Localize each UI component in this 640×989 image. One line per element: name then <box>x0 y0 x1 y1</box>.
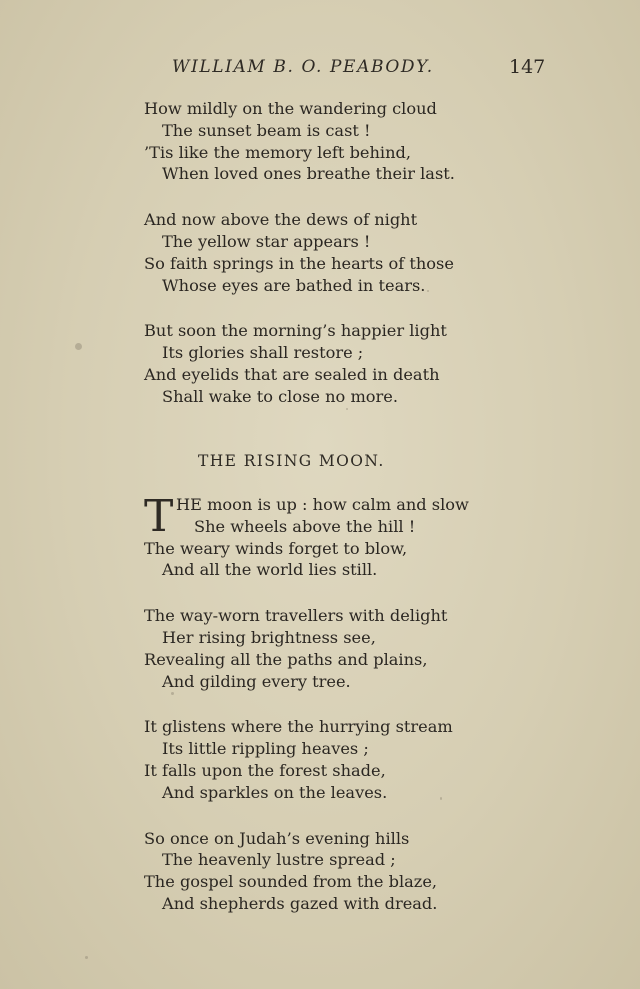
stanza <box>144 716 640 803</box>
poem-line: The weary winds forget to blow, <box>144 538 408 558</box>
poem-line: The heavenly lustre spread ; <box>162 850 396 870</box>
poem-first-line: HE moon is up : how calm and slow <box>176 495 469 514</box>
poem-line: And gilding every tree. <box>162 671 351 691</box>
poem-two <box>144 491 640 939</box>
paper-speck <box>427 290 429 292</box>
poem-title: THE RISING MOON. <box>198 452 385 470</box>
stanza <box>144 320 640 407</box>
stanza <box>144 98 640 185</box>
paper-speck <box>85 956 88 959</box>
stanza <box>144 491 640 581</box>
poem-line: So faith springs in the hearts of those <box>144 253 454 273</box>
stanza <box>144 605 640 692</box>
poem-line: It falls upon the forest shade, <box>144 760 386 780</box>
poem-line: When loved ones breathe their last. <box>162 164 455 184</box>
poem-line: Whose eyes are bathed in tears. <box>162 275 426 295</box>
poem-line: Her rising brightness see, <box>162 627 376 647</box>
poem-line: The way-worn travellers with delight <box>144 606 448 626</box>
poem-line: The gospel sounded from the blaze, <box>144 872 438 892</box>
poem-line: And now above the dews of night <box>144 210 418 230</box>
stanza <box>144 209 640 296</box>
poem-line: Its little rippling heaves ; <box>162 739 369 759</box>
poem-line: Its glories shall restore ; <box>162 343 364 363</box>
paper-speck <box>440 797 442 800</box>
poem-line: How mildly on the wandering cloud <box>144 99 437 118</box>
poem-line: Shall wake to close no more. <box>162 386 398 406</box>
poem-line: And shepherds gazed with dread. <box>162 893 438 913</box>
poem-one <box>144 98 640 432</box>
stanza <box>144 828 640 915</box>
poem-line: ’Tis like the memory left behind, <box>144 142 412 162</box>
poem-line: Revealing all the paths and plains, <box>144 649 428 669</box>
poem-line: And sparkles on the leaves. <box>162 782 388 802</box>
poem-line: The yellow star appears ! <box>162 231 371 251</box>
poem-line: And all the world lies still. <box>162 560 378 580</box>
page-number: 147 <box>509 56 546 78</box>
poem-line: The sunset beam is cast ! <box>162 120 371 140</box>
running-head: WILLIAM B. O. PEABODY. <box>172 57 434 77</box>
poem-line: But soon the morning’s happier light <box>144 321 447 341</box>
paper-speck <box>346 408 348 410</box>
poem-line: It glistens where the hurrying stream <box>144 717 453 737</box>
poem-line: So once on Judah’s evening hills <box>144 828 410 848</box>
paper-speck <box>75 343 82 350</box>
paper-speck <box>171 692 174 695</box>
poem-line: And eyelids that are sealed in death <box>144 364 440 384</box>
drop-cap: T <box>144 491 174 542</box>
poem-line: She wheels above the hill ! <box>194 516 416 536</box>
